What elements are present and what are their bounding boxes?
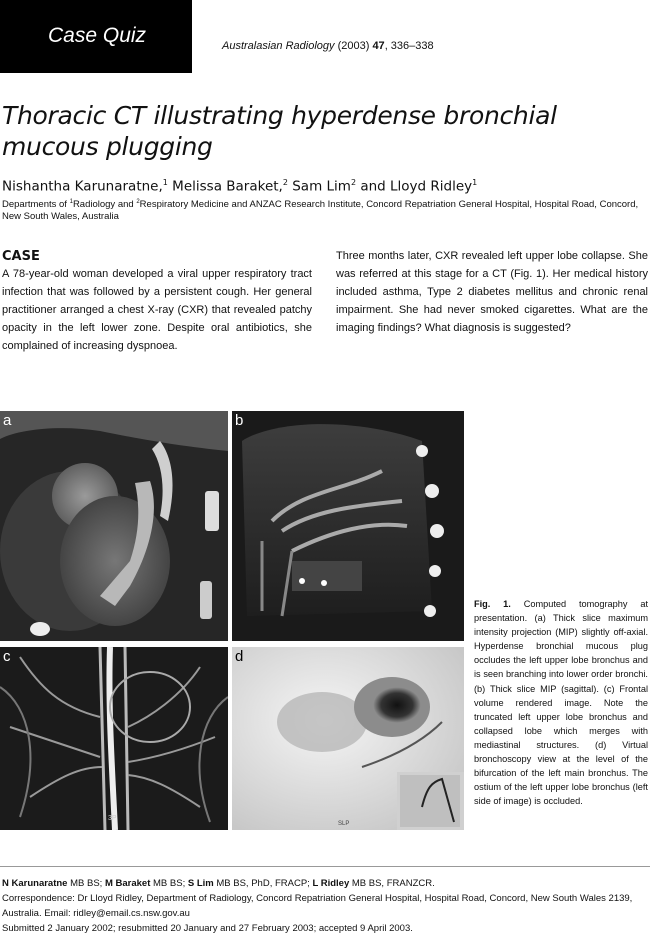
author-name: L Ridley — [312, 878, 350, 889]
journal-pages: , 336–338 — [384, 40, 434, 52]
author: Nishantha Karunaratne, — [2, 178, 163, 195]
virtual-bronchoscopy-image — [232, 647, 464, 830]
footer-rule — [0, 866, 650, 867]
affil-text: Departments of — [2, 199, 70, 211]
figure-panel-d — [232, 647, 464, 830]
figure-panel-c — [0, 647, 228, 830]
author: and Lloyd Ridley — [356, 178, 473, 195]
section-banner — [0, 0, 192, 73]
author-name: S Lim — [187, 878, 214, 889]
author-degrees: MB BS; — [67, 878, 105, 889]
article-title: Thoracic CT illustrating hyperdense bronchial mucous plugging — [2, 101, 557, 161]
journal-year: (2003) — [337, 40, 370, 52]
panel-label-d: d — [235, 648, 244, 665]
figure-panel-b — [232, 411, 464, 641]
case-text-column-2: Three months later, CXR revealed left upper lobe collapse. She was referred at this stage for a CT (Fig. 1). Her medical history included asthma, Type 2 diabetes mellitus and chronic renal impairment. She had never smoked cigarettes. What are the imaging findings? What diagnosis is suggested? — [336, 250, 648, 334]
figure-panel-a — [0, 411, 228, 641]
submission-dates: Submitted 2 January 2002; resubmitted 20 January and 27 February 2003; accepted 9 April 2003. — [2, 923, 413, 934]
author-degrees: MB BS; — [150, 878, 188, 889]
ct-sagittal-image — [232, 411, 464, 641]
ct-axial-image — [0, 411, 228, 641]
panel-c-overlay-text: 3P — [108, 815, 117, 822]
author-affil-mark: 1 — [162, 178, 168, 187]
author-degrees: MB BS, FRANZCR. — [349, 878, 435, 889]
case-text-column-1: A 78-year-old woman developed a viral upper respiratory tract infection that was followed by a persistent cough. Her general practitioner arranged a chest X-ray (CXR) that revealed patchy opacity in the left lower zone. Despite oral antibiotics, she complained of increasing dyspnoea. — [2, 268, 312, 352]
affil-text: Radiology and — [72, 199, 137, 211]
journal-citation — [222, 40, 434, 52]
panel-label-b: b — [235, 412, 244, 429]
caption-label: Fig. 1. — [474, 599, 511, 609]
section-label: Case Quiz — [48, 24, 147, 47]
journal-volume: 47 — [372, 40, 385, 52]
author-affil-mark: 2 — [282, 178, 288, 187]
author-degrees: MB BS, PhD, FRACP; — [213, 878, 313, 889]
panel-label-a: a — [3, 412, 12, 429]
volume-render-image — [0, 647, 228, 830]
author-name: M Baraket — [104, 878, 151, 889]
panel-d-overlay-text: SLP — [338, 821, 350, 827]
author-affil-mark: 2 — [350, 178, 357, 187]
panel-label-c: c — [3, 648, 11, 665]
case-heading: CASE — [2, 249, 40, 264]
affil-mark: 2 — [136, 199, 140, 205]
author: Melissa Baraket, — [167, 178, 283, 195]
journal-name: Australasian Radiology — [222, 40, 335, 52]
footer-notes — [2, 876, 648, 936]
correspondence: Correspondence: Dr Lloyd Ridley, Department of Radiology, Concord Repatriation General Hospital, Hospital Road, Concord, New South Wales 2139, Australia. Email: ridley@email.cs.nsw.gov.au — [2, 893, 633, 919]
author: Sam Lim — [287, 178, 351, 195]
author-affil-mark: 1 — [472, 178, 478, 187]
figure-caption — [474, 597, 648, 808]
affil-mark: 1 — [69, 199, 73, 205]
affiliations — [2, 196, 642, 223]
caption-text: Computed tomography at presentation. (a) Thick slice maximum intensity projection (MIP) slightly off-axial. Hyperdense bronchial mucous plug occludes the left upper lobe bronchus and is seen branching into lower order bronchi. (b) Thick slice MIP (sagittal). (c) Frontal volume rendered image. Note the truncated left upper lobe bronchus and collapsed lobe which merges with mediastinal structures. (d) Virtual bronchoscopy view at the level of the bifurcation of the left main bronchus. The ostium of the left upper lobe bronchus (left side of image) is occluded. — [474, 599, 648, 807]
author-name: N Karunaratne — [2, 878, 68, 889]
affil-text: Respiratory Medicine and ANZAC Research Institute, Concord Repatriation General Hospital, Hospital Road, Concord, New South Wales, Australia — [2, 199, 639, 223]
author-list — [2, 178, 477, 195]
author-credentials — [2, 876, 648, 891]
